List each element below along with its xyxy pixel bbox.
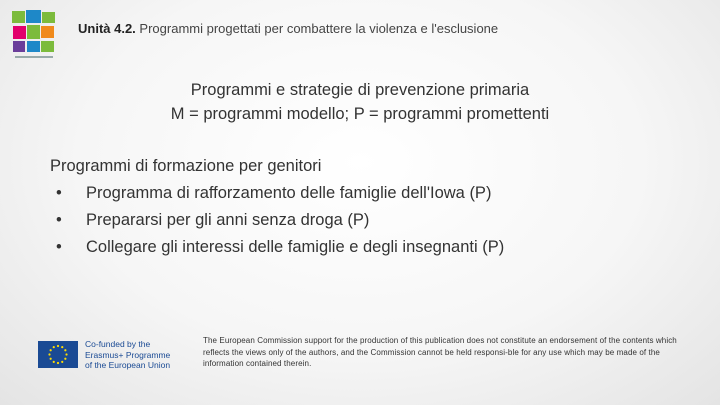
content-section <box>50 153 504 261</box>
subtitle-line-1: Programmi e strategie di prevenzione primaria <box>190 81 530 99</box>
eu-text-line-1: Co-funded by the <box>85 339 151 349</box>
bullet-icon: • <box>56 184 62 202</box>
eu-cofunding-label <box>85 339 170 371</box>
list-item-text: Prepararsi per gli anni senza droga (P) <box>86 211 370 229</box>
list-item-text: Programma di rafforzamento delle famiglie dell'Iowa (P) <box>86 184 492 202</box>
list-item <box>50 234 504 261</box>
disclaimer-text: The European Commission support for the production of this publication does not constitute an endorsement of the contents which reflects the views only of the authors, and the Commission cannot be held responsi-ble for any use which may be made of the information contained therein. <box>203 336 677 368</box>
project-logo <box>11 9 57 61</box>
slide-subtitle <box>0 78 720 126</box>
unit-header <box>78 21 498 36</box>
unit-title: Programmi progettati per combattere la violenza e l'esclusione <box>139 21 499 36</box>
eu-text-line-3: of the European Union <box>85 360 171 370</box>
section-heading: Programmi di formazione per genitori <box>50 157 322 175</box>
list-item <box>50 207 504 234</box>
unit-number: Unità 4.2. <box>78 21 136 36</box>
eu-flag-icon <box>38 341 78 368</box>
list-item-text: Collegare gli interessi delle famiglie e degli insegnanti (P) <box>86 238 505 256</box>
list-item <box>50 180 504 207</box>
bullet-icon: • <box>56 211 62 229</box>
subtitle-line-2: M = programmi modello; P = programmi promettenti <box>170 105 550 123</box>
bullet-icon: • <box>56 238 62 256</box>
eu-text-line-2: Erasmus+ Programme <box>85 349 171 360</box>
